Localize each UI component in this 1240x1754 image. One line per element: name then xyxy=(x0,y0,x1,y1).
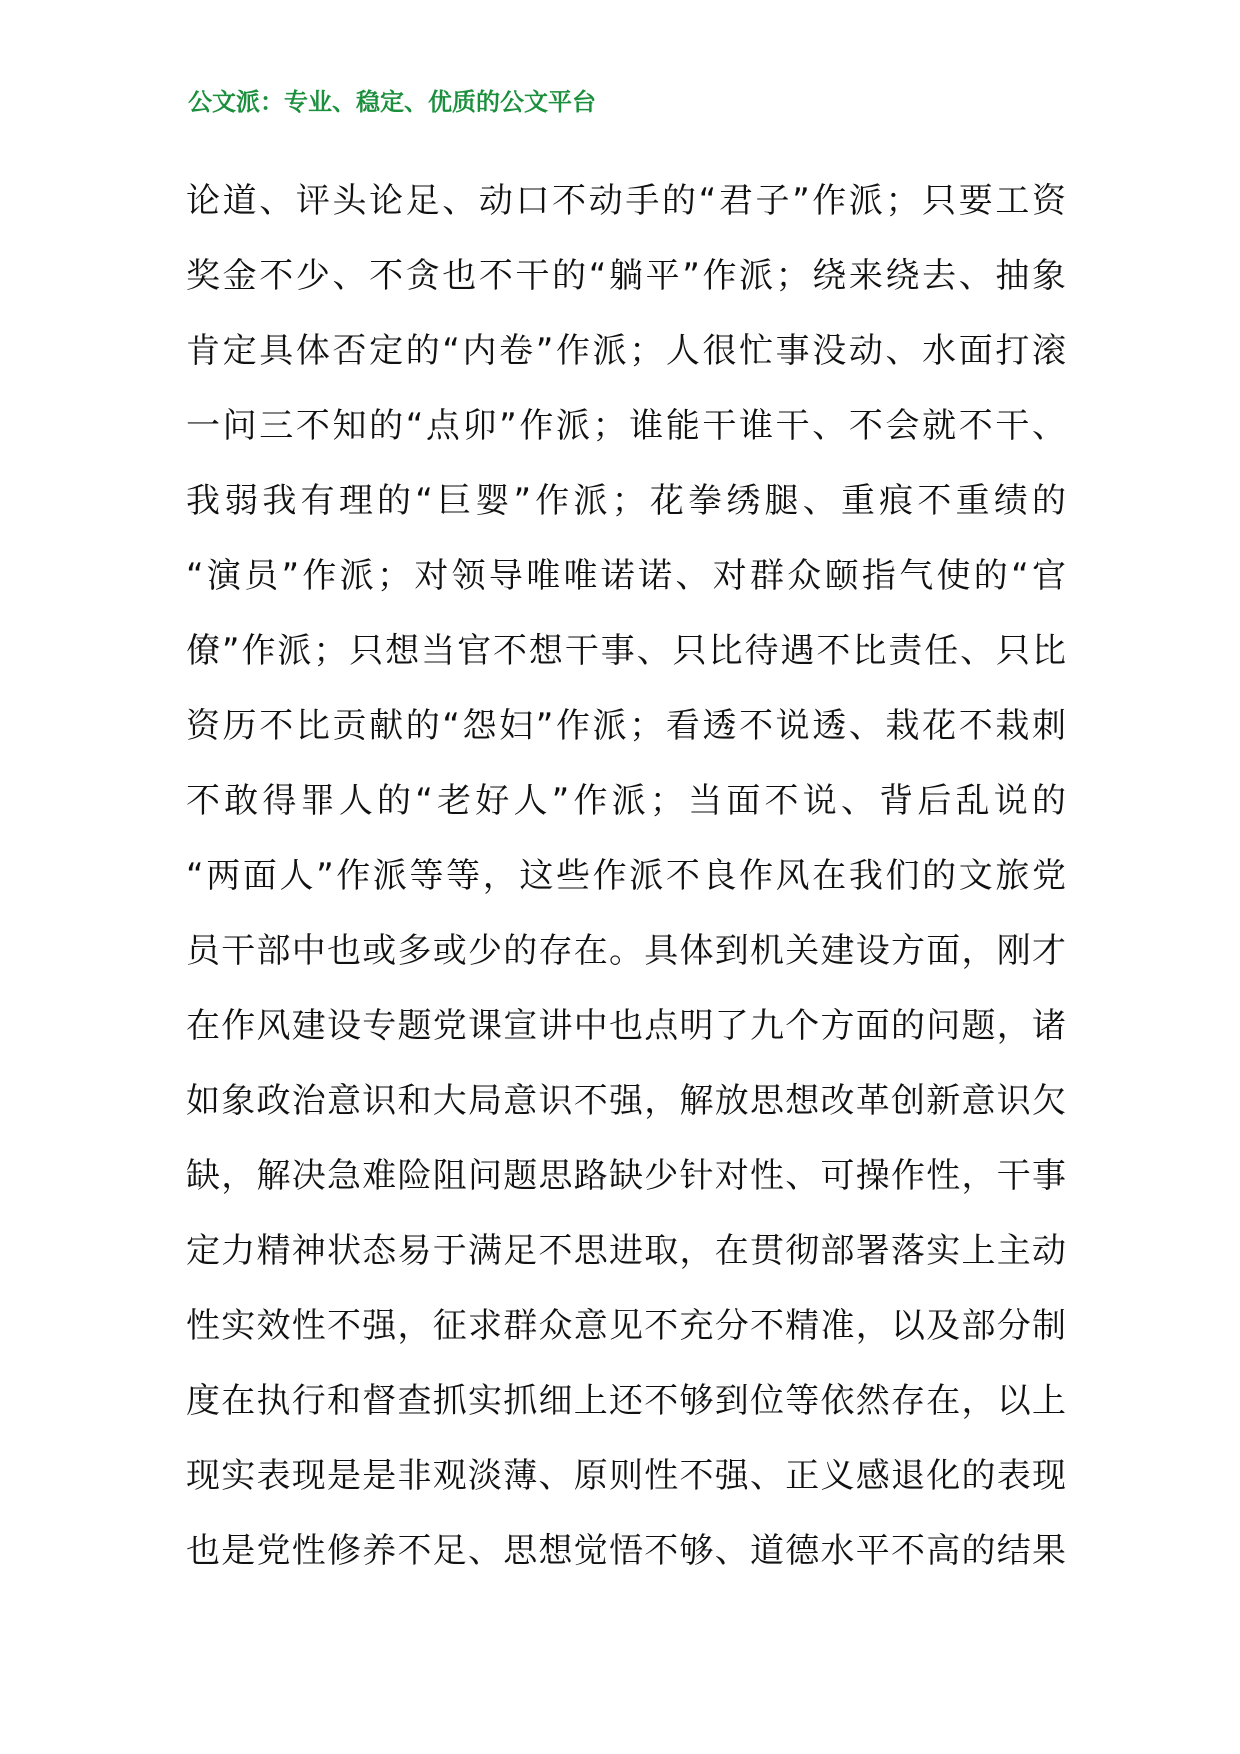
page-header: 公文派：专业、稳定、优质的公文平台 xyxy=(188,87,596,116)
text-line: 现实表现是是非观淡薄、原则性不强、正义感退化的表现 xyxy=(186,1456,1066,1496)
text-line: 度在执行和督查抓实抓细上还不够到位等依然存在，以上 xyxy=(186,1381,1066,1421)
text-line: 在作风建设专题党课宣讲中也点明了九个方面的问题，诸 xyxy=(186,1006,1066,1046)
text-line: 论道、评头论足、动口不动手的“君子”作派；只要工资 xyxy=(186,181,1066,221)
text-line: 肯定具体否定的“内卷”作派；人很忙事没动、水面打滚 xyxy=(186,331,1066,371)
body-paragraph xyxy=(186,164,1066,1589)
text-line: “两面人”作派等等，这些作派不良作风在我们的文旅党 xyxy=(186,856,1066,896)
text-line: 定力精神状态易于满足不思进取，在贯彻部署落实上主动 xyxy=(186,1231,1066,1271)
text-line: 我弱我有理的“巨婴”作派；花拳绣腿、重痕不重绩的 xyxy=(186,481,1066,521)
text-line: “演员”作派；对领导唯唯诺诺、对群众颐指气使的“官 xyxy=(186,556,1066,596)
text-line: 不敢得罪人的“老好人”作派；当面不说、背后乱说的 xyxy=(186,781,1066,821)
text-line: 员干部中也或多或少的存在。具体到机关建设方面，刚才 xyxy=(186,931,1066,971)
text-line: 僚”作派；只想当官不想干事、只比待遇不比责任、只比 xyxy=(186,631,1066,671)
text-line: 一问三不知的“点卯”作派；谁能干谁干、不会就不干、 xyxy=(186,406,1066,446)
text-line: 缺，解决急难险阻问题思路缺少针对性、可操作性，干事 xyxy=(186,1156,1066,1196)
text-line: 资历不比贡献的“怨妇”作派；看透不说透、栽花不栽刺 xyxy=(186,706,1066,746)
text-line: 如象政治意识和大局意识不强，解放思想改革创新意识欠 xyxy=(186,1081,1066,1121)
text-line: 奖金不少、不贪也不干的“躺平”作派；绕来绕去、抽象 xyxy=(186,256,1066,296)
text-line: 也是党性修养不足、思想觉悟不够、道德水平不高的结果 xyxy=(186,1531,1066,1571)
text-line: 性实效性不强，征求群众意见不充分不精准，以及部分制 xyxy=(186,1306,1066,1346)
